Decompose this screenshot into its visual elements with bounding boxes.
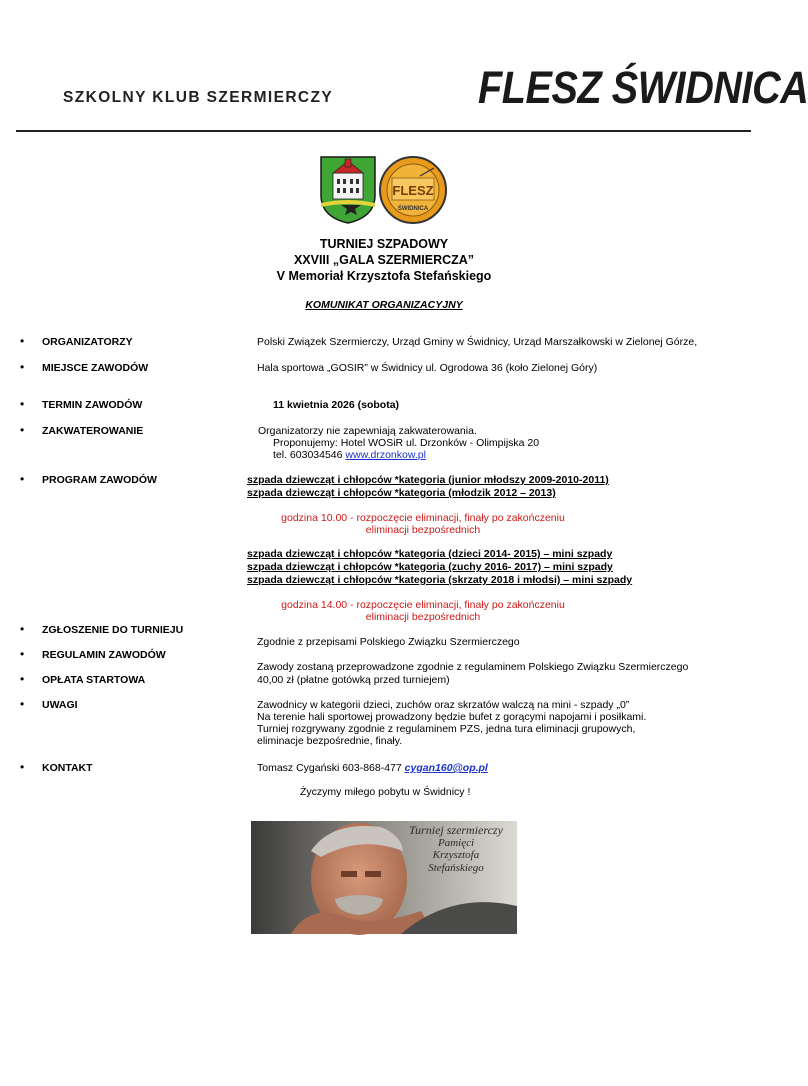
accommodation-phone: tel. 603034546 bbox=[273, 449, 346, 461]
bullet: • bbox=[20, 622, 25, 636]
accommodation-line3 bbox=[273, 449, 426, 462]
organizers-label: ORGANIZATORZY bbox=[42, 336, 133, 348]
registration-value: Zgodnie z przepisami Polskiego Związku Szermierczego bbox=[257, 636, 520, 648]
bullet: • bbox=[20, 672, 25, 686]
program-label: PROGRAM ZAWODÓW bbox=[42, 474, 157, 486]
memorial-title: V Memoriał Krzysztofa Stefańskiego bbox=[276, 269, 492, 283]
rules-label: REGULAMIN ZAWODÓW bbox=[42, 649, 166, 661]
venue-value: Hala sportowa „GOSIR” w Świdnicy ul. Ogrodowa 36 (koło Zielonej Góry) bbox=[257, 362, 598, 374]
tournament-title: TURNIEJ SZPADOWY bbox=[319, 237, 449, 251]
fee-value: 40,00 zł (płatne gotówką przed turniejem) bbox=[257, 674, 450, 686]
venue-label: MIEJSCE ZAWODÓW bbox=[42, 362, 149, 374]
organizers-value: Polski Związek Szermierczy, Urząd Gminy w Świdnicy, Urząd Marszałkowski w Zielonej Górze, bbox=[257, 336, 698, 348]
fee-label: OPŁATA STARTOWA bbox=[42, 674, 146, 686]
brand-title: FLESZ ŚWIDNICA bbox=[478, 62, 808, 113]
bullet: • bbox=[20, 360, 25, 374]
date-label: TERMIN ZAWODÓW bbox=[42, 399, 143, 411]
program-item: szpada dziewcząt i chłopców *kategoria (skrzaty 2018 i młodsi) – mini szpady bbox=[247, 574, 633, 586]
schedule-morning-line2: eliminacji bezpośrednich bbox=[365, 524, 481, 536]
photo-caption-line: Pamięci bbox=[437, 836, 475, 849]
bullet: • bbox=[20, 397, 25, 411]
bullet: • bbox=[20, 697, 25, 711]
notes-line: Turniej rozgrywany zgodnie z regulaminem PZS, jedna tura eliminacji grupowych, bbox=[257, 723, 636, 735]
notes-line: Zawodnicy w kategorii dzieci, zuchów oraz skrzatów walczą na mini - szpady „0” bbox=[257, 699, 630, 711]
bullet: • bbox=[20, 472, 25, 486]
notes-line: Na terenie hali sportowej prowadzony będzie bufet z gorącymi napojami i posiłkami. bbox=[257, 711, 647, 723]
bullet: • bbox=[20, 647, 25, 661]
program-item: szpada dziewcząt i chłopców *kategoria (dzieci 2014- 2015) – mini szpady bbox=[247, 548, 613, 560]
program-item: szpada dziewcząt i chłopców *kategoria (młodzik 2012 – 2013) bbox=[247, 487, 556, 499]
schedule-afternoon-line1: godzina 14.00 - rozpoczęcie eliminacji, finały po zakończeniu bbox=[281, 599, 565, 611]
date-value: 11 kwietnia 2026 (sobota) bbox=[273, 399, 400, 411]
accommodation-line2: Proponujemy: Hotel WOSiR ul. Drzonków - Olimpijska 20 bbox=[273, 437, 540, 449]
rules-value: Zawody zostaną przeprowadzone zgodnie z regulaminem Polskiego Związku Szermierczego bbox=[257, 661, 689, 673]
notes-line: eliminacje bezpośrednie, finały. bbox=[257, 735, 403, 747]
contact-email-link[interactable]: cygan160@op.pl bbox=[404, 762, 488, 774]
closing-text: Życzymy miłego pobytu w Świdnicy ! bbox=[300, 786, 471, 798]
club-logo-subtext: ŚWIDNICA bbox=[397, 206, 429, 212]
contact-label: KONTAKT bbox=[42, 762, 93, 774]
contact-value bbox=[257, 762, 488, 775]
program-item: szpada dziewcząt i chłopców *kategoria (zuchy 2016- 2017) – mini szpady bbox=[247, 561, 613, 573]
swidnica-crest-icon bbox=[319, 155, 377, 225]
bullet: • bbox=[20, 760, 25, 774]
contact-name-phone: Tomasz Cygański 603-868-477 bbox=[257, 762, 405, 774]
accommodation-label: ZAKWATEROWANIE bbox=[42, 425, 144, 437]
schedule-morning-line1: godzina 10.00 - rozpoczęcie eliminacji, finały po zakończeniu bbox=[281, 512, 565, 524]
accommodation-line1: Organizatorzy nie zapewniają zakwaterowania. bbox=[258, 425, 477, 437]
photo-caption-line: Stefańskiego bbox=[428, 861, 484, 874]
registration-label: ZGŁOSZENIE DO TURNIEJU bbox=[42, 624, 184, 636]
hotel-link[interactable]: www.drzonkow.pl bbox=[345, 449, 426, 461]
bullet: • bbox=[20, 334, 25, 348]
flesz-club-logo-icon bbox=[378, 154, 448, 226]
photo-caption-line: Krzysztofa bbox=[432, 849, 480, 861]
photo-caption bbox=[397, 824, 515, 874]
club-name: SZKOLNY KLUB SZERMIERCZY bbox=[63, 89, 334, 106]
komunikat-heading: KOMUNIKAT ORGANIZACYJNY bbox=[305, 299, 463, 311]
program-item: szpada dziewcząt i chłopców *kategoria (junior młodszy 2009-2010-2011) bbox=[247, 474, 609, 486]
schedule-afternoon-line2: eliminacji bezpośrednich bbox=[365, 611, 481, 623]
notes-label: UWAGI bbox=[42, 699, 78, 711]
photo-caption-line: Turniej szermierczy bbox=[409, 823, 503, 837]
header-divider bbox=[16, 130, 751, 132]
bullet: • bbox=[20, 423, 25, 437]
club-logo-text: FLESZ bbox=[392, 183, 434, 198]
memorial-photo bbox=[251, 821, 517, 934]
gala-title: XXVIII „GALA SZERMIERCZA” bbox=[293, 253, 475, 267]
